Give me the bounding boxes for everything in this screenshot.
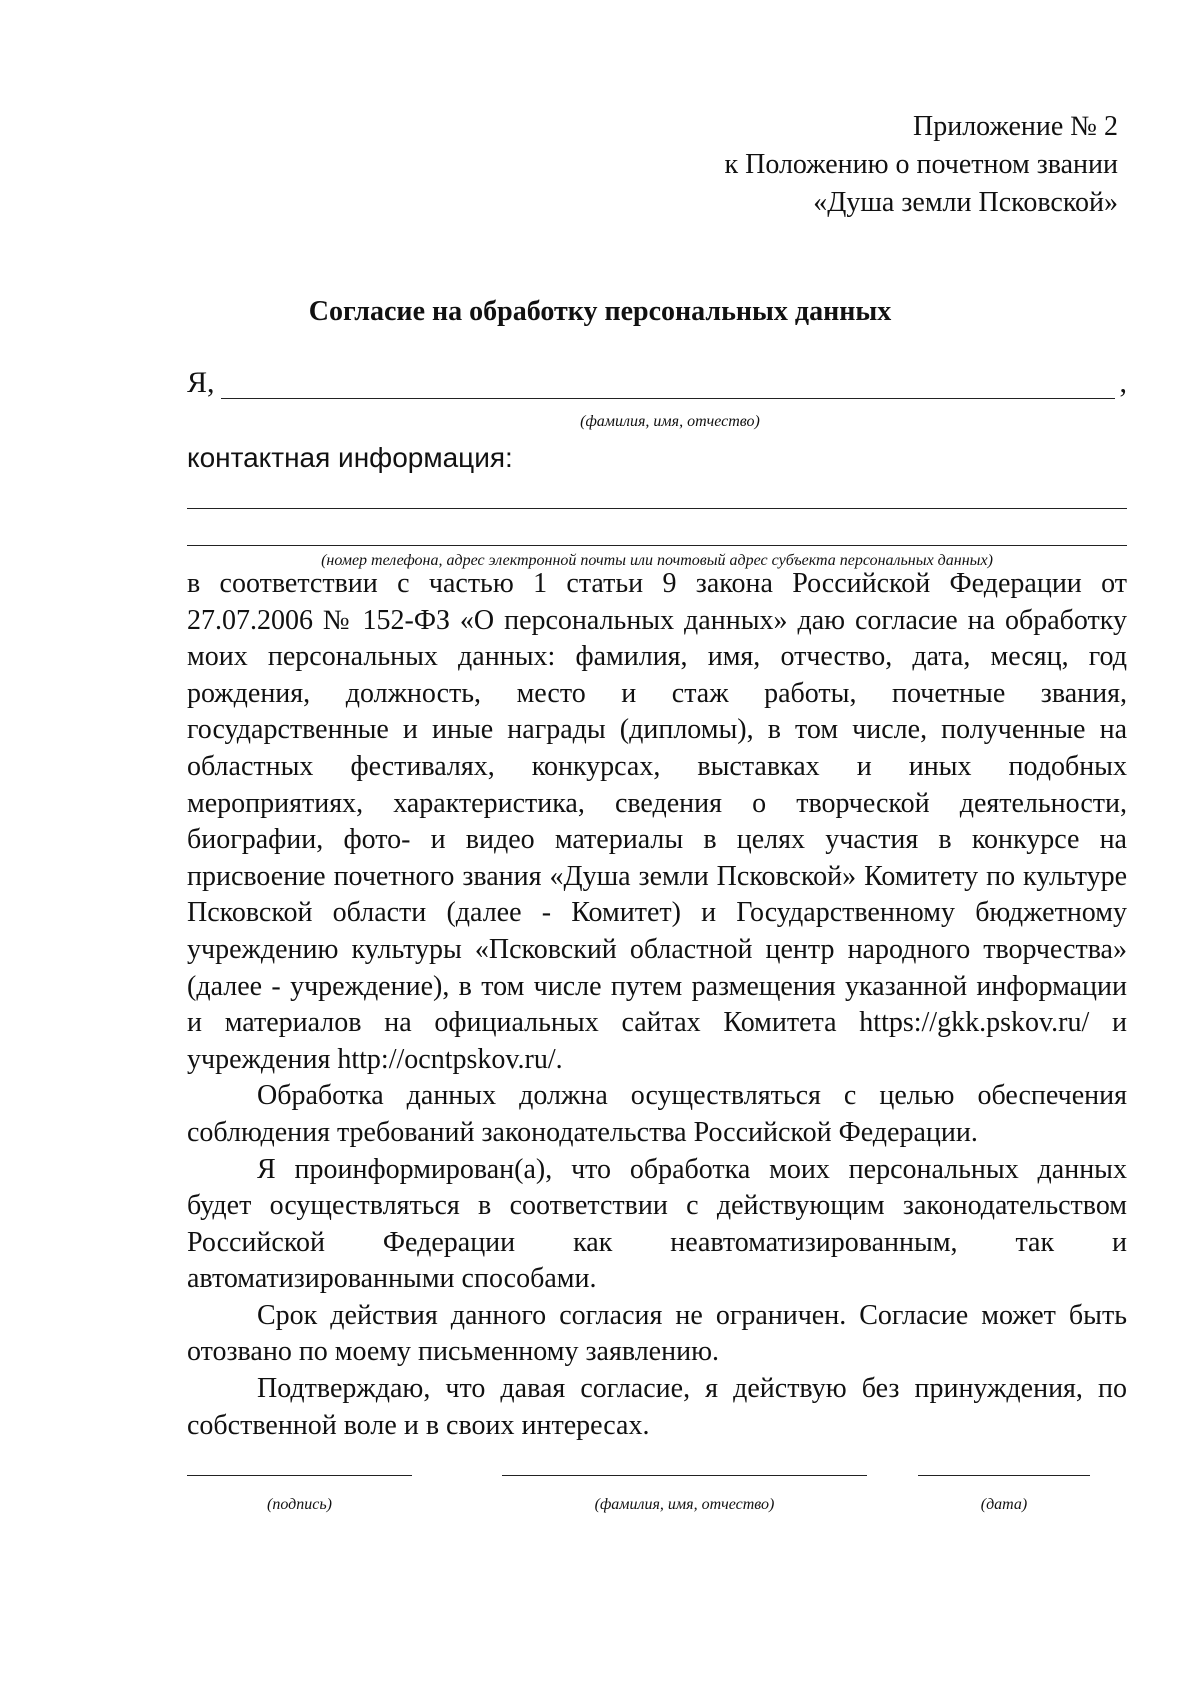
signature-date-line bbox=[918, 1475, 1090, 1476]
appendix-line-2: к Положению о почетном звании bbox=[724, 149, 1118, 180]
fio-row bbox=[187, 366, 1127, 406]
contact-blank-line-2 bbox=[187, 545, 1127, 546]
contact-caption: (номер телефона, адрес электронной почты или почтовый адрес субъекта персональных данных) bbox=[321, 552, 993, 569]
paragraph-duration: Срок действия данного согласия не ограничен. Согласие может быть отозвано по моему письменному заявлению. bbox=[187, 1299, 1127, 1368]
paragraph-purpose: Обработка данных должна осуществляться с целью обеспечения соблюдения требований законодательства Российской Федерации. bbox=[187, 1080, 1127, 1148]
paragraph-main: в соответствии с частью 1 статьи 9 закона Российской Федерации от 27.07.2006 № 152-ФЗ «О персональных данных» даю согласие на обработку моих персональных данных: фамилия, имя, отчество, дата, месяц, год рождения, должность, место и стаж работы, почетные звания, государственные и иные награды (дипломы), в том числе, полученные на областных фестивалях, конкурсах, выставках и иных подобных мероприятиях, характеристика, сведения о творческой деятельности, биографии, фото- и видео материалы в целях участия в конкурсе на присвоение почетного звания «Душа земли Псковской» Комитету по культуре Псковской области (далее - Комитет) и Государственному бюджетному учреждению культуры «Псковский областной центр народного творчества» (далее - учреждение), в том числе путем размещения указанной информации и материалов на официальных сайтах Комитета https://gkk.pskov.ru/ и учреждения http://ocntpskov.ru/. bbox=[187, 568, 1127, 1075]
signature-name-caption: (фамилия, имя, отчество) bbox=[594, 1496, 775, 1513]
appendix-header bbox=[418, 108, 1118, 222]
signature-line bbox=[187, 1475, 412, 1476]
signature-caption: (подпись) bbox=[267, 1496, 332, 1513]
fio-prefix: Я, bbox=[187, 366, 215, 399]
fio-blank-line bbox=[221, 398, 1115, 399]
contact-blank-line-1 bbox=[187, 508, 1127, 509]
document-title: Согласие на обработку персональных данных bbox=[308, 296, 892, 327]
paragraph-informed: Я проинформирован(а), что обработка моих персональных данных будет осуществляться в соответствии с действующим законодательством Российской Федерации как неавтоматизированным, так и автоматизированными способами. bbox=[187, 1153, 1127, 1295]
signature-date-caption: (дата) bbox=[980, 1496, 1028, 1513]
contact-label: контактная информация: bbox=[187, 442, 513, 473]
appendix-line-3: «Душа земли Псковской» bbox=[813, 187, 1118, 218]
consent-body bbox=[187, 566, 1127, 1444]
paragraph-confirmation: Подтверждаю, что давая согласие, я действую без принуждения, по собственной воле и в своих интересах. bbox=[187, 1373, 1127, 1441]
signature-name-line bbox=[502, 1475, 867, 1476]
fio-suffix: , bbox=[1119, 366, 1127, 399]
fio-caption: (фамилия, имя, отчество) bbox=[580, 413, 760, 430]
appendix-line-1: Приложение № 2 bbox=[913, 111, 1118, 142]
